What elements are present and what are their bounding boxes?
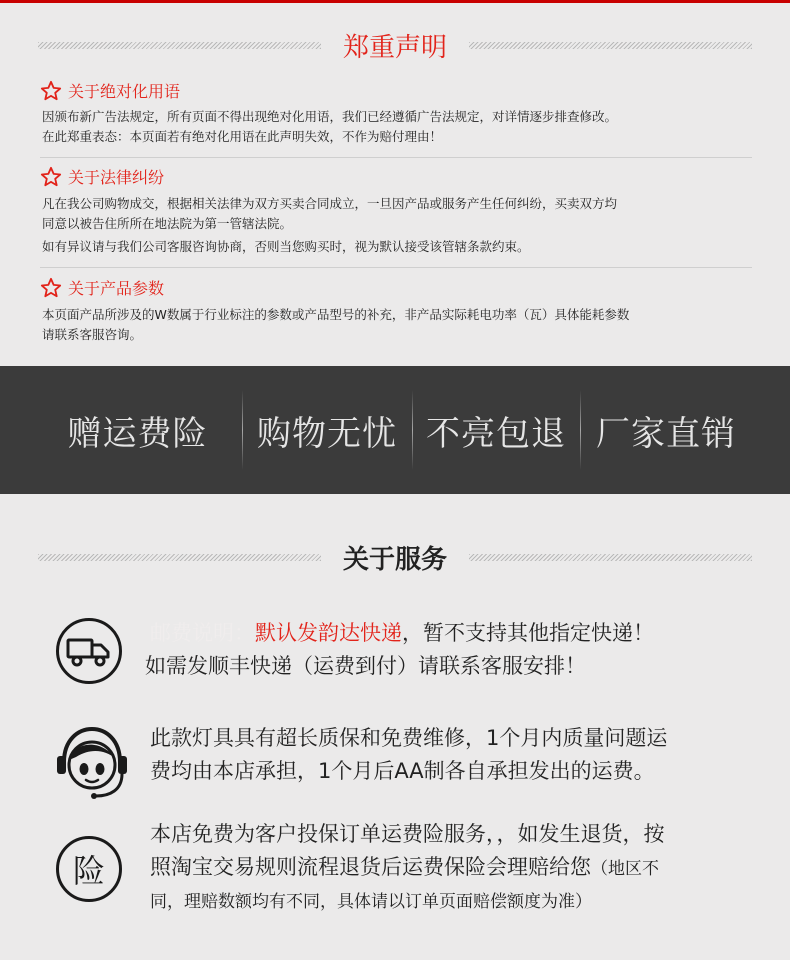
title-hatch-left [38, 554, 321, 561]
banner-item-return-if-unlit: 不亮包退 [426, 413, 566, 454]
insurance-line-2 [150, 851, 665, 886]
declaration-item-legal-disputes [40, 165, 164, 188]
delivery-line-2: 如需发顺丰快递（运费到付）请联系客服安排！ [145, 654, 586, 678]
declaration-title-row [38, 23, 752, 67]
insurance-text [150, 818, 665, 919]
declaration-title: 郑重声明 [343, 32, 448, 63]
item-paragraph [42, 305, 762, 345]
banner-item-factory-direct: 厂家直销 [596, 413, 736, 454]
warranty-line-2: 费均由本店承担，1个月后AA制各自承担发出的运费。 [150, 759, 655, 783]
banner-item-worry-free: 购物无忧 [257, 413, 397, 454]
item-line: 请联系客服咨询。 [42, 327, 143, 342]
service-title: 关于服务 [343, 544, 448, 575]
item-line: 如有异议请与我们公司客服咨询协商，否则当您购买时，视为默认接受该管辖条款约束。 [42, 239, 530, 254]
insurance-line-3: 同，理赔数额均有不同，具体请以订单页面赔偿额度为准） [150, 892, 592, 912]
item-line: 同意以被告住所所在地法院为第一管辖法院。 [42, 216, 293, 231]
insurance-line-2-note: （地区不 [591, 859, 659, 879]
insurance-icon: 险 [56, 836, 122, 902]
item-line: 在此郑重表态：本页面若有绝对化用语在此声明失效，不作为赔付理由！ [42, 129, 443, 144]
declaration-section [0, 3, 790, 366]
divider [40, 267, 752, 268]
item-title: 关于绝对化用语 [68, 82, 181, 101]
promise-banner [0, 366, 790, 494]
delivery-text [145, 617, 654, 683]
item-paragraph [42, 107, 762, 147]
insurance-line-1: 本店免费为客户投保订单运费险服务，，如发生退货，按 [150, 822, 665, 846]
customer-service-icon [54, 724, 130, 802]
delivery-note: ，暂不支持其他指定快递！ [402, 621, 654, 645]
declaration-item-absolute-terms [40, 79, 180, 102]
divider [40, 157, 752, 158]
delivery-courier-highlight: 默认发韵达快递 [255, 621, 402, 645]
item-line: 因颁布新广告法规定，所有页面不得出现绝对化用语，我们已经遵循广告法规定，对详情逐步排查修改。 [42, 109, 618, 124]
warranty-text [150, 722, 667, 788]
star-icon [40, 166, 62, 188]
item-line: 凡在我公司购物成交，根据相关法律为双方买卖合同成立，一旦因产品或服务产生任何纠纷，买卖双方均 [42, 196, 618, 211]
declaration-item-product-params [40, 276, 164, 299]
item-line: 本页面产品所涉及的W数属于行业标注的参数或产品型号的补充，非产品实际耗电功率（瓦）具体能耗参数 [42, 307, 630, 322]
service-title-row [38, 535, 752, 579]
truck-icon [56, 618, 122, 684]
insurance-line-2-main: 照淘宝交易规则流程退货后运费保险会理赔给您 [150, 855, 591, 879]
delivery-line-1 [150, 617, 654, 650]
title-hatch-left [38, 42, 321, 49]
star-icon [40, 277, 62, 299]
banner-item-freight-insurance: 赠运费险 [67, 413, 208, 454]
item-title: 关于法律纠纷 [68, 168, 165, 187]
title-hatch-right [469, 554, 752, 561]
star-icon [40, 80, 62, 102]
delivery-faded-label: 邮费说明： [150, 621, 255, 645]
item-paragraph [42, 194, 762, 257]
warranty-line-1: 此款灯具具有超长质保和免费维修，1个月内质量问题运 [150, 726, 668, 750]
item-title: 关于产品参数 [68, 279, 165, 298]
title-hatch-right [469, 42, 752, 49]
